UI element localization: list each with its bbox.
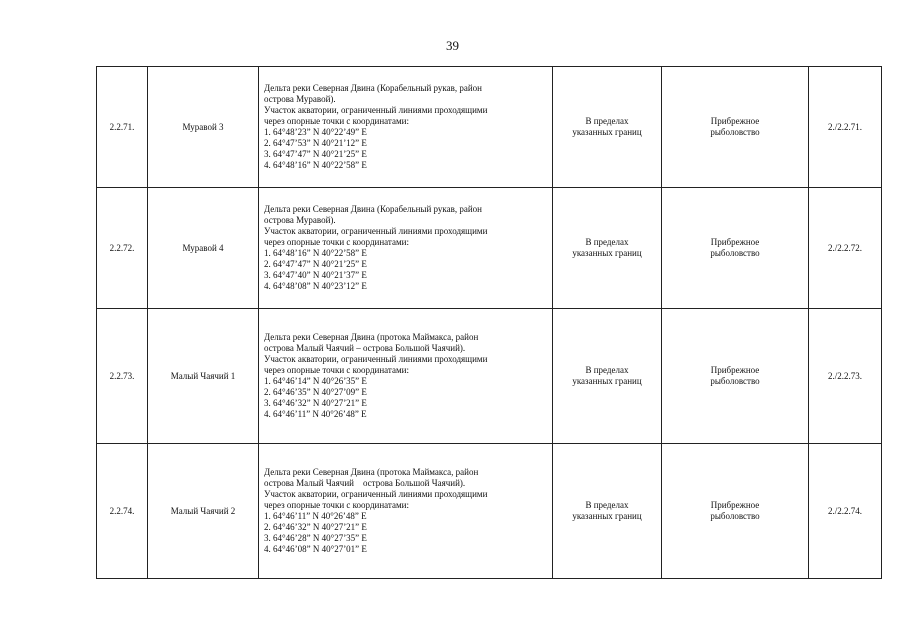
- area-description: [259, 444, 553, 579]
- table-row: [97, 188, 882, 309]
- coordinate-line: 1. 64°46’14” N 40°26’35” E: [264, 376, 367, 386]
- fishing-type-cell: [662, 309, 809, 444]
- boundary-cell: [553, 309, 662, 444]
- fishing-type-line: рыболовство: [710, 511, 760, 521]
- table-row: [97, 309, 882, 444]
- description-line: Участок акватории, ограниченный линиями проходящими: [264, 105, 488, 115]
- fishing-type-line: Прибрежное: [710, 500, 760, 510]
- coordinate-line: 2. 64°46’32” N 40°27’21” E: [264, 522, 367, 532]
- description-line: острова Малый Чаячий – острова Большой Чаячий).: [264, 343, 466, 353]
- boundary-line: В пределах: [585, 116, 629, 126]
- area-code: 2./2.2.74.: [809, 444, 882, 579]
- fishing-type-line: рыболовство: [710, 127, 760, 137]
- fishing-type-line: Прибрежное: [710, 237, 760, 247]
- coordinate-line: 2. 64°47’47” N 40°21’25” E: [264, 259, 367, 269]
- coordinate-line: 4. 64°48’16” N 40°22’58” E: [264, 160, 367, 170]
- area-name: Малый Чаячий 1: [148, 309, 259, 444]
- description-line: через опорные точки с координатами:: [264, 500, 409, 510]
- coordinate-line: 3. 64°47’47” N 40°21’25” E: [264, 149, 367, 159]
- boundary-line: указанных границ: [572, 511, 642, 521]
- description-line: Участок акватории, ограниченный линиями проходящими: [264, 226, 488, 236]
- coordinate-line: 1. 64°46’11” N 40°26’48” E: [264, 511, 367, 521]
- boundary-cell: [553, 444, 662, 579]
- area-description: [259, 309, 553, 444]
- area-description: [259, 188, 553, 309]
- description-line: острова Муравой).: [264, 94, 336, 104]
- description-line: Дельта реки Северная Двина (протока Маймакса, район: [264, 332, 479, 342]
- description-line: Дельта реки Северная Двина (Корабельный рукав, район: [264, 204, 482, 214]
- boundary-cell: [553, 67, 662, 188]
- boundary-line: В пределах: [585, 365, 629, 375]
- boundary-line: указанных границ: [572, 248, 642, 258]
- fishing-type-cell: [662, 188, 809, 309]
- boundary-line: указанных границ: [572, 127, 642, 137]
- coordinate-line: 2. 64°47’53” N 40°21’12” E: [264, 138, 367, 148]
- table-row: [97, 67, 882, 188]
- boundary-line: В пределах: [585, 500, 629, 510]
- page-number: 39: [446, 38, 459, 53]
- area-name: Муравой 4: [148, 188, 259, 309]
- coordinate-line: 4. 64°48’08” N 40°23’12” E: [264, 281, 367, 291]
- coordinate-line: 3. 64°46’28” N 40°27’35” E: [264, 533, 367, 543]
- fishing-type-line: Прибрежное: [710, 365, 760, 375]
- table-row: [97, 444, 882, 579]
- boundary-cell: [553, 188, 662, 309]
- fishing-type-line: рыболовство: [710, 248, 760, 258]
- description-line: через опорные точки с координатами:: [264, 237, 409, 247]
- description-line: Дельта реки Северная Двина (Корабельный рукав, район: [264, 83, 482, 93]
- description-line: острова Муравой).: [264, 215, 336, 225]
- fishing-type-line: рыболовство: [710, 376, 760, 386]
- description-line: Участок акватории, ограниченный линиями проходящими: [264, 354, 488, 364]
- area-code: 2./2.2.72.: [809, 188, 882, 309]
- area-name: Малый Чаячий 2: [148, 444, 259, 579]
- description-line: острова Малый Чаячий острова Большой Чаячий).: [264, 478, 466, 488]
- fishing-type-cell: [662, 67, 809, 188]
- fishing-areas-table: [96, 66, 882, 579]
- row-number: 2.2.73.: [97, 309, 148, 444]
- area-name: Муравой 3: [148, 67, 259, 188]
- area-code: 2./2.2.73.: [809, 309, 882, 444]
- description-line: Дельта реки Северная Двина (протока Маймакса, район: [264, 467, 479, 477]
- coordinate-line: 3. 64°47’40” N 40°21’37” E: [264, 270, 367, 280]
- coordinate-line: 3. 64°46’32” N 40°27’21” E: [264, 398, 367, 408]
- row-number: 2.2.72.: [97, 188, 148, 309]
- coordinate-line: 4. 64°46’11” N 40°26’48” E: [264, 409, 367, 419]
- area-code: 2./2.2.71.: [809, 67, 882, 188]
- boundary-line: указанных границ: [572, 376, 642, 386]
- coordinate-line: 1. 64°48’16” N 40°22’58” E: [264, 248, 367, 258]
- row-number: 2.2.71.: [97, 67, 148, 188]
- area-description: [259, 67, 553, 188]
- description-line: через опорные точки с координатами:: [264, 116, 409, 126]
- row-number: 2.2.74.: [97, 444, 148, 579]
- fishing-type-cell: [662, 444, 809, 579]
- coordinate-line: 4. 64°46’08” N 40°27’01” E: [264, 544, 367, 554]
- coordinate-line: 2. 64°46’35” N 40°27’09” E: [264, 387, 367, 397]
- coordinate-line: 1. 64°48’23” N 40°22’49” E: [264, 127, 367, 137]
- fishing-type-line: Прибрежное: [710, 116, 760, 126]
- description-line: через опорные точки с координатами:: [264, 365, 409, 375]
- boundary-line: В пределах: [585, 237, 629, 247]
- description-line: Участок акватории, ограниченный линиями проходящими: [264, 489, 488, 499]
